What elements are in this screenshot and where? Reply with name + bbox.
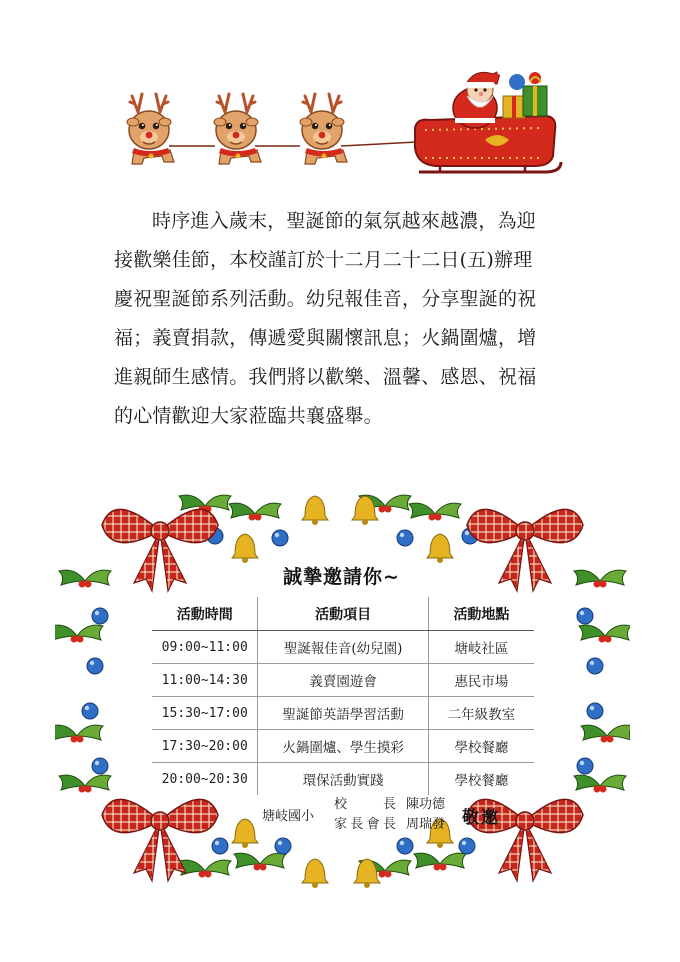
cell-place: 學校餐廳 [428, 763, 534, 796]
cell-item: 環保活動實踐 [258, 763, 428, 796]
intro-line: 慶祝聖誕節系列活動。幼兒報佳音，分享聖誕的祝 [114, 288, 537, 310]
signatory-pta [334, 815, 464, 835]
principal-role: 校長 [334, 797, 396, 812]
bow-icon [102, 509, 218, 591]
intro-paragraph [114, 202, 576, 436]
cell-place: 學校餐廳 [428, 730, 534, 763]
cell-place: 塘岐社區 [428, 631, 534, 664]
table-row [152, 664, 534, 697]
table-header-row [152, 597, 534, 631]
table-row [152, 763, 534, 796]
santa-sleigh-icon [415, 68, 561, 172]
cell-time: 17:30~20:00 [152, 730, 258, 763]
cell-item: 火鍋圍爐、學生摸彩 [258, 730, 428, 763]
cell-place: 二年級教室 [428, 697, 534, 730]
header-item: 活動項目 [258, 597, 428, 631]
cell-time: 15:30~17:00 [152, 697, 258, 730]
table-row [152, 697, 534, 730]
cell-time: 11:00~14:30 [152, 664, 258, 697]
signatory-principal [334, 795, 464, 815]
school-name: 塘岐國小 [262, 809, 315, 824]
gift-icon [503, 72, 547, 118]
cell-item: 聖誕報佳音(幼兒園) [258, 631, 428, 664]
closing-text: 敬邀 [462, 808, 500, 828]
cell-place: 惠民市場 [428, 664, 534, 697]
cell-time: 09:00~11:00 [161, 639, 248, 655]
cell-item: 義賣園遊會 [258, 664, 428, 697]
reindeer-icon [127, 94, 174, 164]
intro-line: 的心情歡迎大家蒞臨共襄盛舉。 [114, 405, 383, 427]
bow-icon [467, 509, 583, 591]
intro-line: 福；義賣捐款，傳遞愛與關懷訊息；火鍋圍爐，增 [114, 327, 537, 349]
santa-sleigh-banner [125, 68, 565, 180]
cell-time: 20:00~20:30 [152, 763, 258, 796]
header-time: 活動時間 [152, 597, 258, 631]
reindeer-icon [214, 94, 261, 164]
principal-name: 陳功德 [406, 797, 446, 812]
pta-role: 家長會長 [334, 817, 396, 832]
intro-line: 時序進入歲末，聖誕節的氣氛越來越濃，為迎 [152, 210, 537, 232]
intro-line: 進親師生感情。我們將以歡樂、溫馨、感恩、祝福 [114, 366, 537, 388]
header-place: 活動地點 [428, 597, 534, 631]
pta-name: 周瑞發 [406, 817, 446, 832]
activity-schedule-table [152, 597, 534, 795]
intro-line: 接歡樂佳節，本校謹訂於十二月二十二日(五)辦理 [114, 249, 533, 271]
table-row [152, 730, 534, 763]
table-row [152, 631, 534, 664]
reindeer-icon [300, 94, 347, 164]
signatory-list [334, 795, 464, 835]
invitation-title: 誠摯邀請你~ [283, 566, 400, 588]
cell-item: 聖誕節英語學習活動 [258, 697, 428, 730]
